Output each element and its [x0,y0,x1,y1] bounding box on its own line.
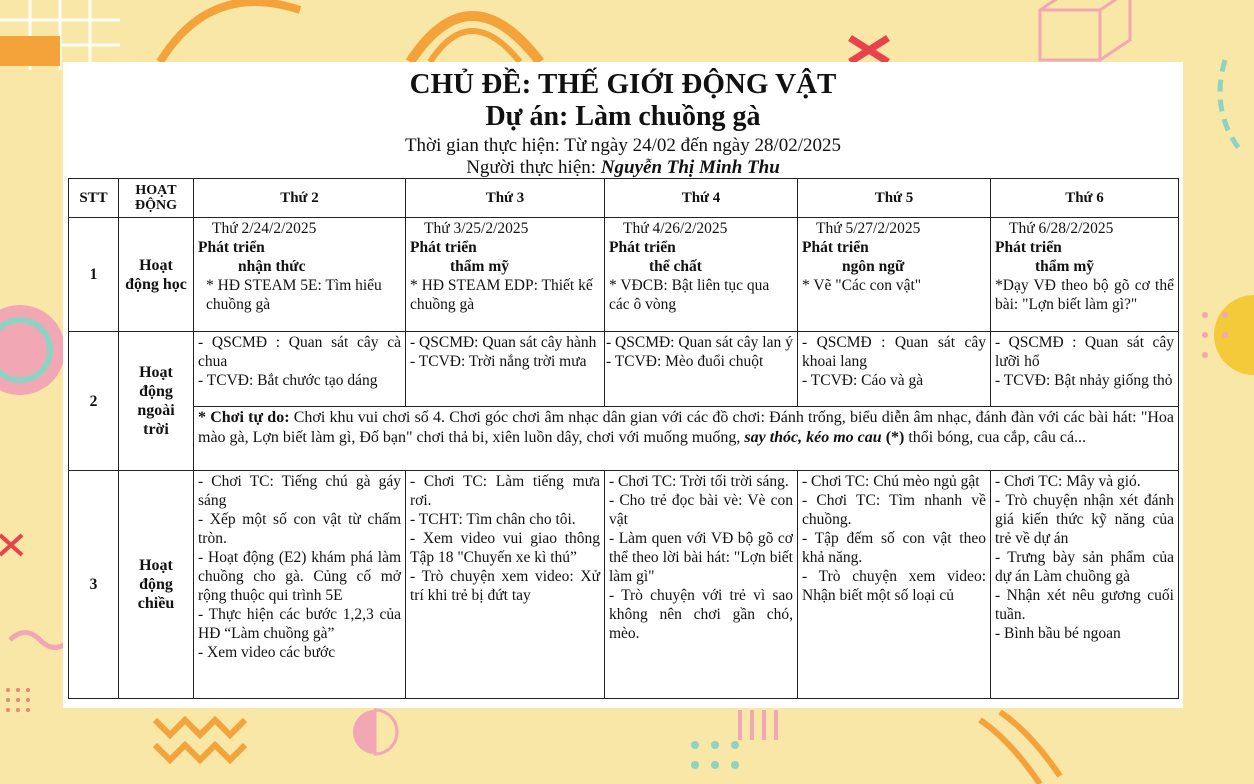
table-cell [406,471,605,699]
free-play-label: * Chơi tự do: [198,409,290,426]
cell-label: thẩm mỹ [450,258,509,275]
cell-text: - Xếp một số con vật từ chấm tròn. [198,511,401,547]
header-cell: HOẠT ĐỘNG [119,179,194,218]
cell-text: - TCVĐ: Mèo đuổi chuột [606,353,764,370]
cell-text: - Chơi TC: Chú mèo ngủ gật [802,473,980,490]
author-label: Người thực hiện: [466,157,601,178]
cell-text: - QSCMĐ : Quan sát cây khoai lang [802,334,986,370]
cell-label: Phát triển [609,239,676,256]
cell-text: - Làm quen với VĐ bộ gõ cơ thể theo lời bài hát: "Lợn biết làm gì" [609,530,793,585]
cell-text: - Trò chuyện xem video: Nhận biết một số loại củ [802,568,986,604]
cell-text: - Xem video vui giao thông Tập 18 "Chuyến xe kì thú” [410,530,600,566]
table-cell [194,332,406,407]
table-row [69,332,1179,407]
free-play-italic: say thóc, kéo mo cau [744,429,882,446]
table-cell [406,332,605,407]
table-cell [406,218,605,332]
table-cell [194,218,406,332]
activity-name: Hoạt động chiều [119,471,194,699]
cell-text: - TCVĐ: Bắt chước tạo dáng [198,372,378,389]
cell-text: - Hoạt động (E2) khám phá làm chuồng cho gà. Củng cố mở rộng thuộc qui trình 5E [198,549,401,604]
cell-label: Phát triển [802,239,869,256]
row-number: 3 [69,471,119,699]
table-cell [798,218,991,332]
header-cell: Thứ 4 [605,179,798,218]
cell-label: nhận thức [238,258,306,275]
cell-date: Thứ 2/24/2/2025 [212,220,317,237]
cell-text: *Dạy VĐ theo bộ gõ cơ thể bài: "Lợn biết làm gì?" [995,277,1174,313]
cell-text: - Nhận xét nêu gương cuối tuần. [995,587,1174,623]
cell-text: - Trò chuyện xem video: Xử trí khi trẻ bị đứt tay [410,568,600,604]
cell-text: - QSCMĐ : Quan sát cây lưỡi hổ [995,334,1174,370]
table-cell [798,471,991,699]
table-row [69,218,1179,332]
free-play-text: Chơi khu vui chơi số 4. Chơi góc chơi âm nhạc dân gian với các đồ chơi: Đánh trống, biểu diễn âm nhạc, đánh đàn với các bài hát: "Hoa mào gà, Lợn biết làm gì, Đố bạn" chơi thả bi, xiên luồn dây, chơi với muống muống, [198,409,1175,446]
cell-text: - QSCMĐ: Quan sát cây lan ý [606,334,793,351]
cell-date: Thứ 5/27/2/2025 [816,220,921,237]
table-cell [605,332,798,407]
cell-date: Thứ 4/26/2/2025 [623,220,728,237]
cell-text: - Chơi TC: Trời tối trời sáng. [609,473,789,490]
cell-date: Thứ 6/28/2/2025 [1009,220,1114,237]
table-cell [605,218,798,332]
author-line [63,156,1183,180]
table-row [69,471,1179,699]
table-cell [194,471,406,699]
table-cell [991,332,1179,407]
cell-text: - Chơi TC: Làm tiếng mưa rơi. [410,473,600,509]
cell-label: Phát triển [995,239,1062,256]
table-cell [991,471,1179,699]
cell-text: - Trưng bày sản phẩm của dự án Làm chuồng gà [995,549,1174,585]
table-header-row [69,179,1179,218]
cell-text: * VĐCB: Bật liên tục qua các ô vòng [609,277,770,313]
table-cell [991,218,1179,332]
free-play-mark: (*) [881,429,905,446]
cell-text: - QSCMĐ : Quan sát cây cà chua [198,334,401,370]
cell-text: - Trò chuyện với trẻ vì sao không nên chơi gần chó, mèo. [609,587,793,642]
cell-text: - Chơi TC: Mây và gió. [995,473,1141,490]
header-cell: Thứ 2 [194,179,406,218]
cell-date: Thứ 3/25/2/2025 [424,220,529,237]
header-cell: Thứ 3 [406,179,605,218]
time-line: Thời gian thực hiện: Từ ngày 24/02 đến ngày 28/02/2025 [404,135,842,156]
cell-text: - Trò chuyện nhận xét đánh giá kiến thức kỹ năng của trẻ về dự án [995,492,1174,547]
cell-text: - TCHT: Tìm chân cho tôi. [410,511,576,528]
free-play-end: thổi bóng, cua cắp, câu cá... [904,429,1087,446]
header-cell: Thứ 6 [991,179,1179,218]
cell-text: - TCVĐ: Cáo và gà [802,372,924,389]
cell-text: - Tập đếm số con vật theo khả năng. [802,530,986,566]
free-play-cell [194,407,1179,471]
page-title: CHỦ ĐỀ: THẾ GIỚI ĐỘNG VẬT [409,68,837,100]
project-title: Dự án: Làm chuồng gà [485,101,761,132]
table-cell [605,471,798,699]
table-row [69,407,1179,471]
row-number: 2 [69,332,119,471]
cell-text: - Chơi TC: Tiếng chú gà gáy sáng [198,473,401,509]
cell-label: Phát triển [198,239,265,256]
author-name: Nguyễn Thị Minh Thu [600,157,780,178]
cell-text: - Xem video các bước [198,644,336,661]
cell-text: * Vẽ "Các con vật" [802,277,922,294]
cell-text: - Thực hiện các bước 1,2,3 của HĐ “Làm chuồng gà” [198,606,401,642]
cell-text: - Cho trẻ đọc bài vè: Vè con vật [609,492,793,528]
cell-label: Phát triển [410,239,477,256]
cell-text: - QSCMĐ: Quan sát cây hành [410,334,597,351]
cell-text: - TCVĐ: Trời nắng trời mưa [410,353,587,370]
cell-text: - Chơi TC: Tìm nhanh về chuồng. [802,492,986,528]
cell-text: * HĐ STEAM 5E: Tìm hiểu chuồng gà [206,277,382,313]
activity-name: Hoạt động học [119,218,194,332]
cell-text: - Bình bầu bé ngoan [995,625,1121,642]
header-cell: Thứ 5 [798,179,991,218]
row-number: 1 [69,218,119,332]
cell-text: * HĐ STEAM EDP: Thiết kế chuồng gà [410,277,593,313]
cell-label: thể chất [649,258,702,275]
cell-label: thẩm mỹ [1035,258,1094,275]
header-cell: STT [69,179,119,218]
cell-label: ngôn ngữ [842,258,905,275]
table-cell [798,332,991,407]
cell-text: - TCVĐ: Bật nhảy giống thỏ [995,372,1173,389]
activity-name: Hoạt động ngoài trời [119,332,194,471]
schedule-page [63,62,1183,708]
schedule-table [68,178,1179,699]
